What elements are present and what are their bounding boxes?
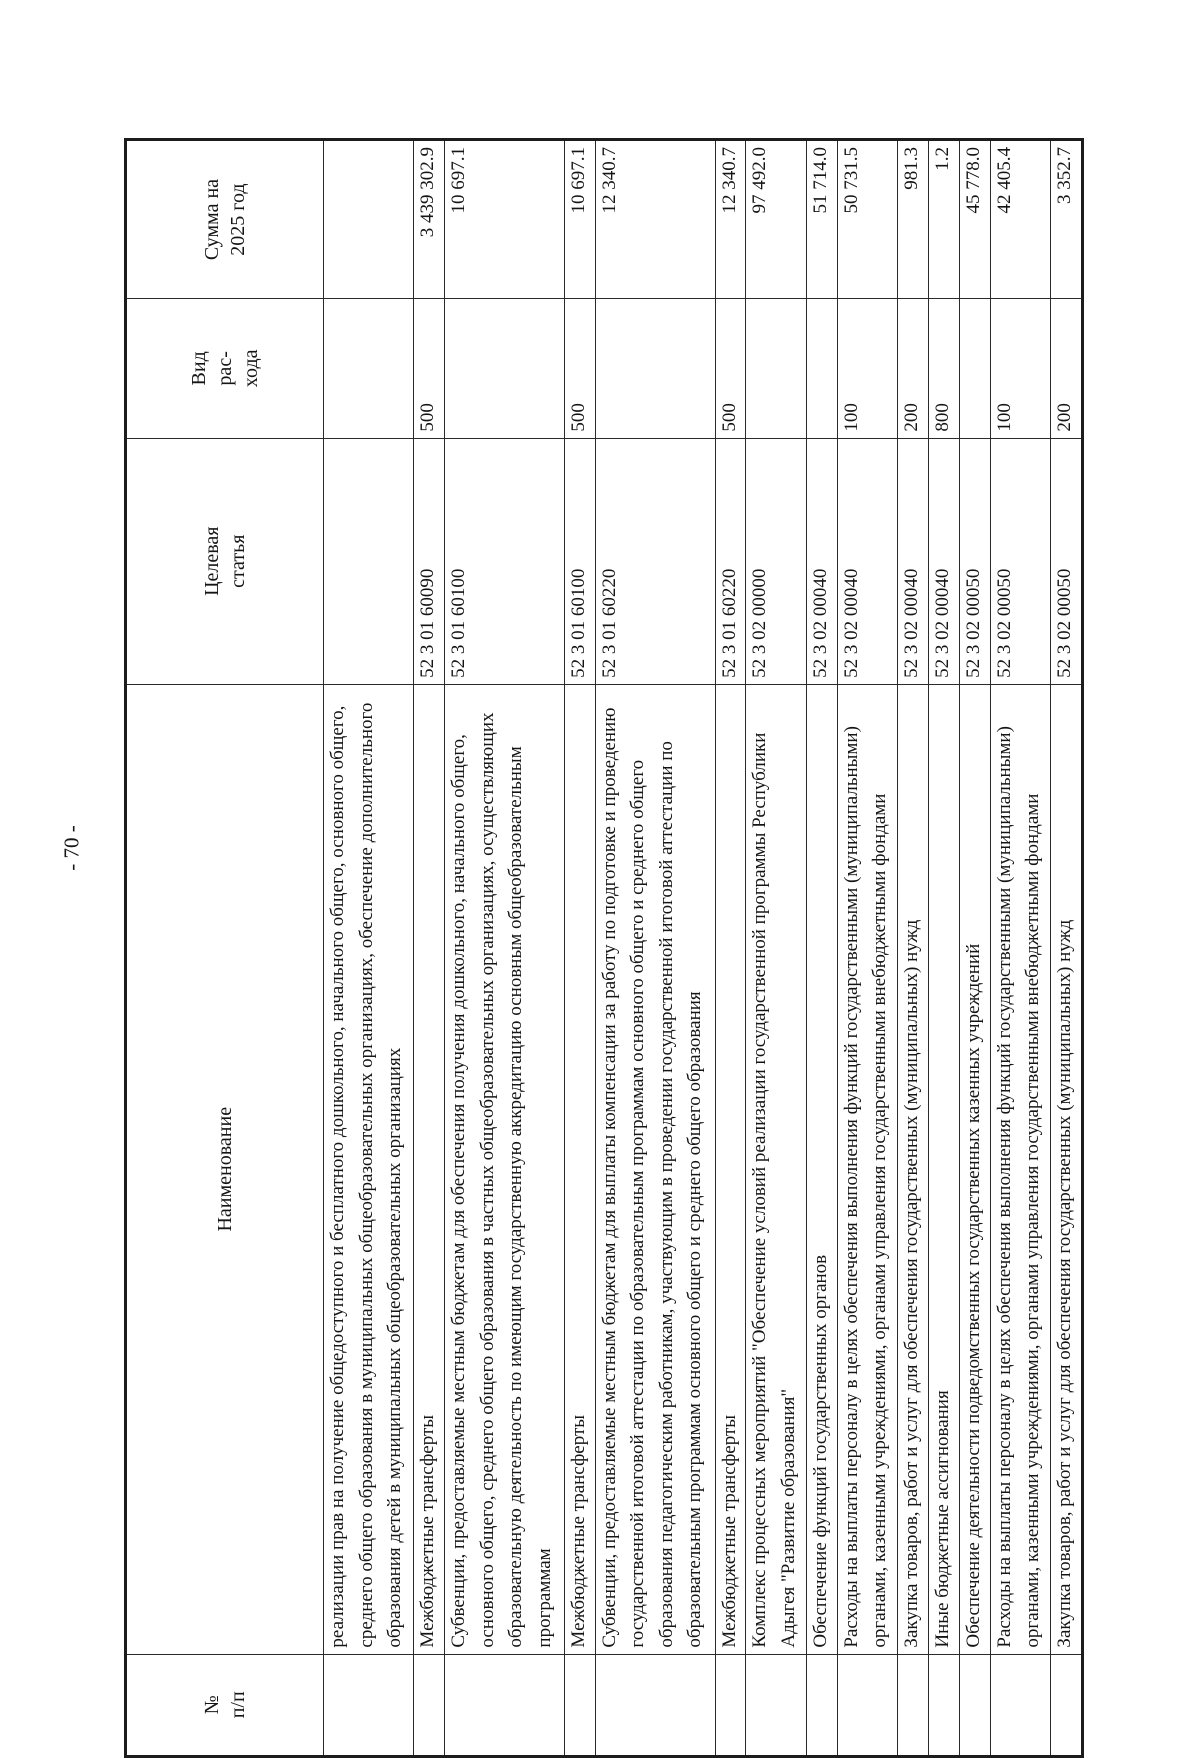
row-number: [990, 1654, 1051, 1756]
row-expense-type: [445, 299, 565, 438]
row-expense-type: 100: [990, 299, 1051, 438]
table-row: [990, 140, 1051, 1757]
row-amount: 42 405.4: [990, 140, 1051, 299]
row-expense-type: 200: [1051, 299, 1083, 438]
row-amount: 1.2: [929, 140, 960, 299]
row-amount: 12 340.7: [595, 140, 715, 299]
row-name: Межбюджетные трансферты: [414, 684, 445, 1654]
row-number: [1051, 1654, 1083, 1756]
row-target-article: 52 3 02 00040: [837, 438, 898, 684]
row-target-article: 52 3 01 60100: [445, 438, 565, 684]
row-expense-type: [959, 299, 990, 438]
table-row: [324, 140, 414, 1757]
table-row: [898, 140, 929, 1757]
row-target-article: 52 3 02 00040: [898, 438, 929, 684]
row-target-article: 52 3 02 00040: [929, 438, 960, 684]
row-amount: 50 731.5: [837, 140, 898, 299]
row-number: [564, 1654, 595, 1756]
row-name: Закупка товаров, работ и услуг для обеспечения государственных (муниципальных) нужд: [1051, 684, 1083, 1654]
row-target-article: [324, 438, 414, 684]
page-number: - 70 -: [59, 825, 84, 871]
row-target-article: 52 3 02 00000: [746, 438, 807, 684]
row-amount: 10 697.1: [445, 140, 565, 299]
row-name: Субвенции, предоставляемые местным бюджетам для выплаты компенсации за работу по подготовке и проведению государственной итоговой аттестации по образовательным программам основного общего и среднего общего образования педагогическим работникам, участвующим в проведении государственной итоговой аттестации по образовательным программам основного общего и среднего общего образования: [595, 684, 715, 1654]
table-row: [959, 140, 990, 1757]
row-expense-type: 500: [564, 299, 595, 438]
row-target-article: 52 3 02 00050: [959, 438, 990, 684]
row-expense-type: [324, 299, 414, 438]
row-amount: 3 439 302.9: [414, 140, 445, 299]
row-name: Расходы на выплаты персоналу в целях обеспечения выполнения функций государственными (муниципальными) органами, казенными учреждениями, органами управления государственными внебюджетными фондами: [990, 684, 1051, 1654]
row-number: [595, 1654, 715, 1756]
row-number: [414, 1654, 445, 1756]
row-expense-type: 800: [929, 299, 960, 438]
row-name: Субвенции, предоставляемые местным бюджетам для обеспечения получения дошкольного, начального общего, основного общего, среднего общего образования в частных общеобразовательных организациях, осуществляющих образовательную деятельность по имеющим государственную аккредитацию основным общеобразовательным программам: [445, 684, 565, 1654]
table-header-row: [126, 140, 324, 1757]
row-name: Межбюджетные трансферты: [715, 684, 746, 1654]
row-expense-type: [806, 299, 837, 438]
row-name: Обеспечение функций государственных органов: [806, 684, 837, 1654]
table-row: [746, 140, 807, 1757]
row-number: [715, 1654, 746, 1756]
row-amount: 3 352.7: [1051, 140, 1083, 299]
row-name: Закупка товаров, работ и услуг для обеспечения государственных (муниципальных) нужд: [898, 684, 929, 1654]
row-expense-type: 500: [715, 299, 746, 438]
table-row: [595, 140, 715, 1757]
table-row: [806, 140, 837, 1757]
row-number: [959, 1654, 990, 1756]
header-target-article: Целевая статья: [126, 438, 324, 684]
row-target-article: 52 3 02 00050: [990, 438, 1051, 684]
row-expense-type: [746, 299, 807, 438]
row-target-article: 52 3 01 60220: [595, 438, 715, 684]
table-row: [929, 140, 960, 1757]
row-target-article: 52 3 01 60090: [414, 438, 445, 684]
row-amount: [324, 140, 414, 299]
row-target-article: 52 3 02 00040: [806, 438, 837, 684]
row-number: [806, 1654, 837, 1756]
table-row: [1051, 140, 1083, 1757]
header-number: № п/п: [126, 1654, 324, 1756]
row-number: [837, 1654, 898, 1756]
table-row: [715, 140, 746, 1757]
row-name: Комплекс процессных мероприятий "Обеспечение условий реализации государственной программы Республики Адыгея "Развитие образования": [746, 684, 807, 1654]
row-amount: 45 778.0: [959, 140, 990, 299]
row-amount: 10 697.1: [564, 140, 595, 299]
row-name: Обеспечение деятельности подведомственных государственных казенных учреждений: [959, 684, 990, 1654]
row-number: [324, 1654, 414, 1756]
row-target-article: 52 3 01 60100: [564, 438, 595, 684]
row-number: [445, 1654, 565, 1756]
row-amount: 51 714.0: [806, 140, 837, 299]
header-expense-type: Вид рас- хода: [126, 299, 324, 438]
row-expense-type: [595, 299, 715, 438]
rotated-table-container: [124, 138, 1084, 1758]
budget-table: [124, 138, 1084, 1758]
row-target-article: 52 3 01 60220: [715, 438, 746, 684]
row-amount: 97 492.0: [746, 140, 807, 299]
row-target-article: 52 3 02 00050: [1051, 438, 1083, 684]
row-amount: 981.3: [898, 140, 929, 299]
header-amount-2025: Сумма на 2025 год: [126, 140, 324, 299]
row-number: [746, 1654, 807, 1756]
table-row: [445, 140, 565, 1757]
row-expense-type: 200: [898, 299, 929, 438]
row-name: Иные бюджетные ассигнования: [929, 684, 960, 1654]
row-amount: 12 340.7: [715, 140, 746, 299]
row-number: [929, 1654, 960, 1756]
row-name: Расходы на выплаты персоналу в целях обеспечения выполнения функций государственными (муниципальными) органами, казенными учреждениями, органами управления государственными внебюджетными фондами: [837, 684, 898, 1654]
header-name: Наименование: [126, 684, 324, 1654]
table-row: [837, 140, 898, 1757]
table-row: [564, 140, 595, 1757]
row-name: реализации прав на получение общедоступного и бесплатного дошкольного, начального общего, основного общего, среднего общего образования в муниципальных общеобразовательных организациях, обеспечение дополнительного образования детей в муниципальных общеобразовательных организациях: [324, 684, 414, 1654]
row-name: Межбюджетные трансферты: [564, 684, 595, 1654]
table-row: [414, 140, 445, 1757]
row-number: [898, 1654, 929, 1756]
row-expense-type: 500: [414, 299, 445, 438]
row-expense-type: 100: [837, 299, 898, 438]
